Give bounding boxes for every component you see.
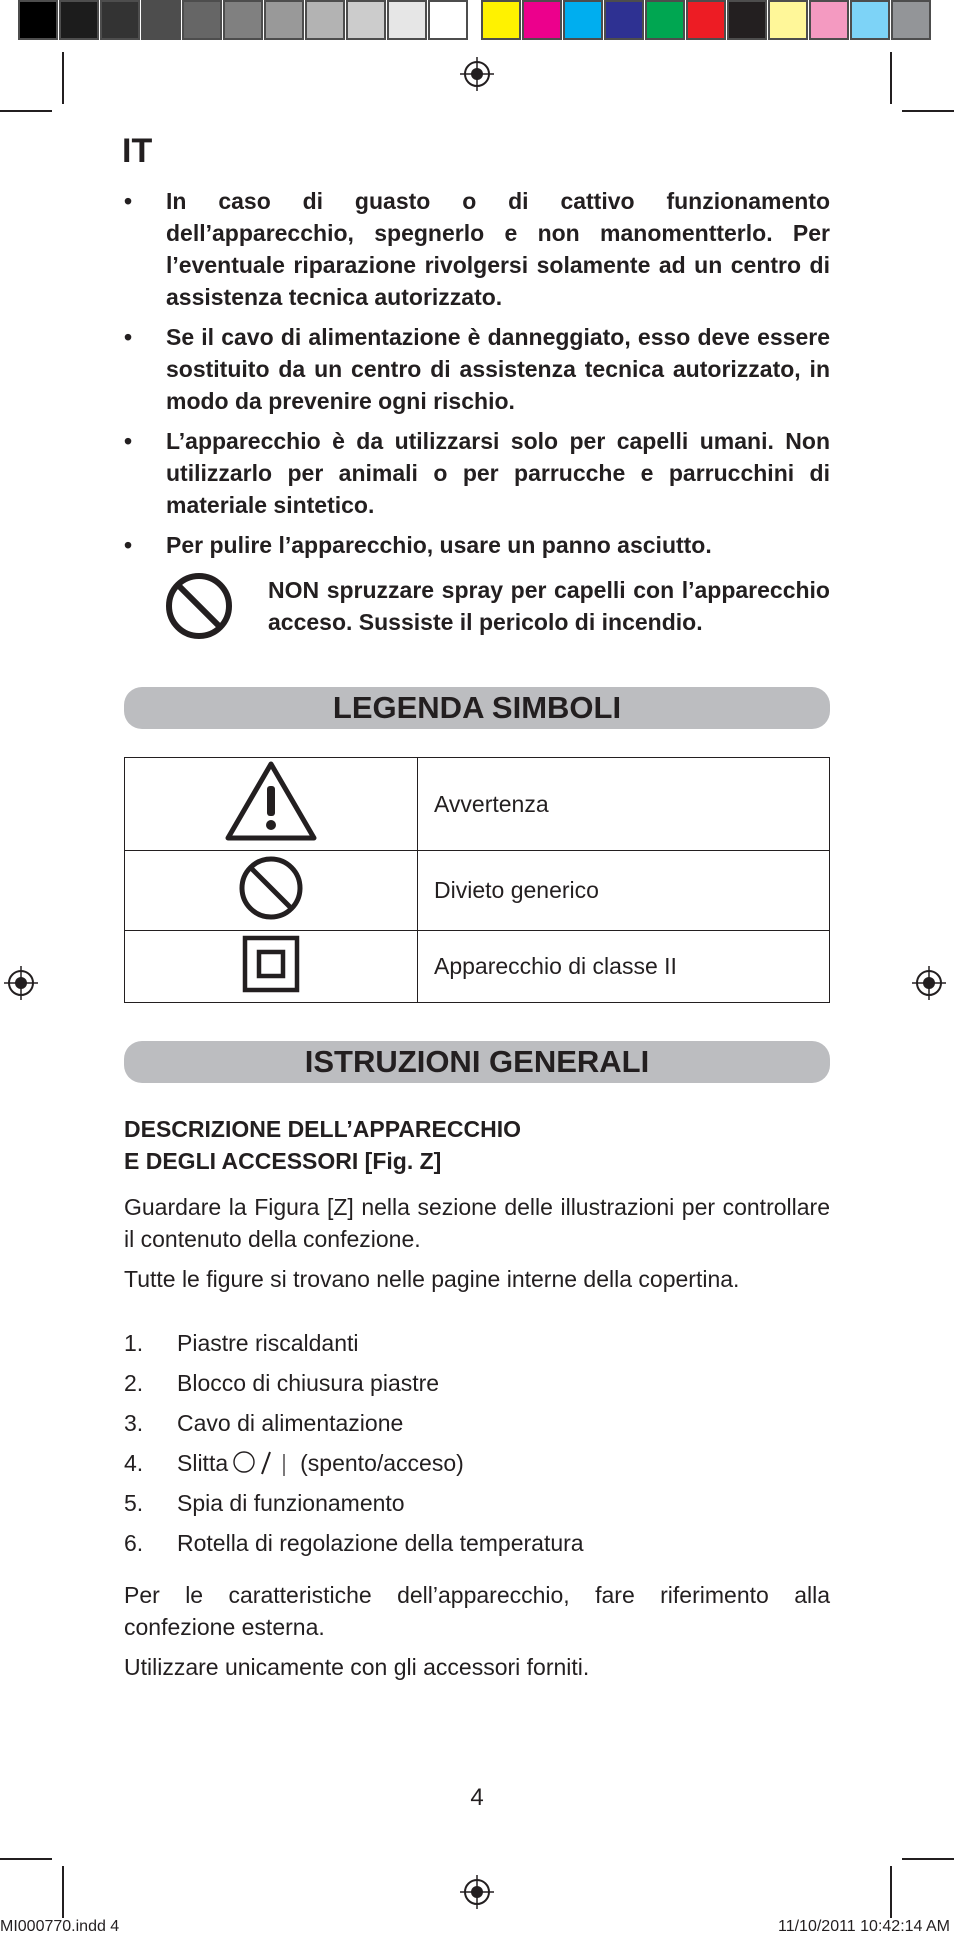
list-item xyxy=(124,1523,830,1563)
swatch-gap xyxy=(469,0,481,44)
bullet: • xyxy=(124,324,133,350)
registration-mark-icon xyxy=(460,1875,494,1909)
warning-list xyxy=(124,185,830,561)
warning-triangle-icon xyxy=(125,758,418,851)
color-swatch xyxy=(264,0,304,40)
color-swatch xyxy=(346,0,386,40)
item-label: Piastre riscaldanti xyxy=(177,1330,359,1356)
item-label: Blocco di chiusura piastre xyxy=(177,1370,440,1396)
no-spray-warning xyxy=(124,571,830,641)
crop-mark xyxy=(0,110,52,112)
item-number: 2. xyxy=(124,1370,144,1396)
registration-mark-icon xyxy=(460,57,494,91)
symbol-legend-table xyxy=(124,757,830,1003)
warning-item xyxy=(124,529,830,561)
color-swatch xyxy=(645,0,685,40)
item-number: 3. xyxy=(124,1410,144,1436)
table-row xyxy=(125,931,830,1003)
parts-list xyxy=(124,1323,830,1563)
file-slug: MI000770.indd 4 xyxy=(0,1918,120,1935)
crop-mark xyxy=(62,52,64,104)
registration-mark-icon xyxy=(912,966,946,1000)
description-heading-line: DESCRIZIONE DELL’APPARECCHIO xyxy=(124,1116,521,1142)
language-code: IT xyxy=(122,132,153,170)
prohibition-icon xyxy=(125,851,418,931)
color-swatch xyxy=(141,0,181,40)
color-swatch xyxy=(59,0,99,40)
item-label: Spia di funzionamento xyxy=(177,1490,405,1516)
figure-paragraph: Guardare la Figura [Z] nella sezione delle illustrazioni per controllare il contenuto della confezione. xyxy=(124,1194,830,1252)
table-row xyxy=(125,758,830,851)
list-item xyxy=(124,1483,830,1523)
item-number: 6. xyxy=(124,1530,144,1556)
list-item xyxy=(124,1323,830,1363)
bullet: • xyxy=(124,532,133,558)
accessories-paragraph: Utilizzare unicamente con gli accessori forniti. xyxy=(124,1654,590,1680)
color-swatch xyxy=(387,0,427,40)
crop-mark xyxy=(902,110,954,112)
color-swatch xyxy=(223,0,263,40)
page-number: 4 xyxy=(470,1784,484,1811)
crop-mark xyxy=(0,1858,52,1860)
item-number: 5. xyxy=(124,1490,144,1516)
color-swatch xyxy=(182,0,222,40)
list-item xyxy=(124,1363,830,1403)
registration-mark-icon xyxy=(4,966,38,1000)
color-swatch xyxy=(686,0,726,40)
description-heading xyxy=(124,1113,830,1177)
color-swatch xyxy=(428,0,468,40)
color-swatch xyxy=(891,0,931,40)
legend-label: Avvertenza xyxy=(418,758,830,851)
power-switch-icon xyxy=(232,1448,298,1478)
warning-text: Se il cavo di alimentazione è danneggiato, esso deve essere sostituito da un centro di assistenza tecnica autorizzato, in modo da prevenire ogni rischio. xyxy=(166,324,830,414)
color-swatch xyxy=(809,0,849,40)
item-number: 4. xyxy=(124,1450,144,1476)
features-paragraph: Per le caratteristiche dell’apparecchio, fare riferimento alla confezione esterna. xyxy=(124,1582,830,1640)
warning-item xyxy=(124,185,830,313)
timestamp-slug: 11/10/2011 10:42:14 AM xyxy=(778,1918,950,1935)
item-label: Cavo di alimentazione xyxy=(177,1410,404,1436)
legend-label: Divieto generico xyxy=(418,851,830,931)
color-swatch xyxy=(563,0,603,40)
color-swatch xyxy=(727,0,767,40)
table-row xyxy=(125,851,830,931)
color-swatch xyxy=(604,0,644,40)
prohibition-icon xyxy=(124,571,264,641)
color-swatch xyxy=(768,0,808,40)
color-calibration-bar xyxy=(18,0,932,44)
no-spray-text: NON spruzzare spray per capelli con l’apparecchio acceso. Sussiste il pericolo di incendio. xyxy=(268,577,830,635)
crop-mark xyxy=(890,1866,892,1918)
warning-item xyxy=(124,321,830,417)
warning-text: L’apparecchio è da utilizzarsi solo per capelli umani. Non utilizzarlo per animali o per parrucche e parrucchini di materiale sintetico. xyxy=(166,428,830,518)
color-swatch xyxy=(18,0,58,40)
class-ii-icon xyxy=(125,931,418,1003)
color-swatch xyxy=(100,0,140,40)
bullet: • xyxy=(124,428,133,454)
item-label: Rotella di regolazione della temperatura xyxy=(177,1530,584,1556)
figures-location-paragraph: Tutte le figure si trovano nelle pagine interne della copertina. xyxy=(124,1266,740,1292)
color-swatch xyxy=(522,0,562,40)
general-title: ISTRUZIONI GENERALI xyxy=(124,1041,830,1083)
color-swatch xyxy=(850,0,890,40)
crop-mark xyxy=(62,1866,64,1918)
crop-mark xyxy=(902,1858,954,1860)
item-label: Slitta xyxy=(177,1450,229,1476)
item-label: (spento/acceso) xyxy=(300,1450,464,1476)
legend-title: LEGENDA SIMBOLI xyxy=(124,687,830,729)
list-item xyxy=(124,1443,830,1483)
crop-mark xyxy=(890,52,892,104)
warning-item xyxy=(124,425,830,521)
page-content xyxy=(124,132,830,1683)
legend-label: Apparecchio di classe II xyxy=(418,931,830,1003)
item-number: 1. xyxy=(124,1330,144,1356)
color-swatch xyxy=(305,0,345,40)
warning-text: In caso di guasto o di cattivo funzionamento dell’apparecchio, spegnerlo e non manomentterlo. Per l’eventuale riparazione rivolgersi solamente ad un centro di assistenza tecnica autorizzato. xyxy=(166,188,830,310)
description-heading-line: E DEGLI ACCESSORI [Fig. Z] xyxy=(124,1148,442,1174)
list-item xyxy=(124,1403,830,1443)
color-swatch xyxy=(481,0,521,40)
warning-text: Per pulire l’apparecchio, usare un panno asciutto. xyxy=(166,532,712,558)
bullet: • xyxy=(124,188,133,214)
